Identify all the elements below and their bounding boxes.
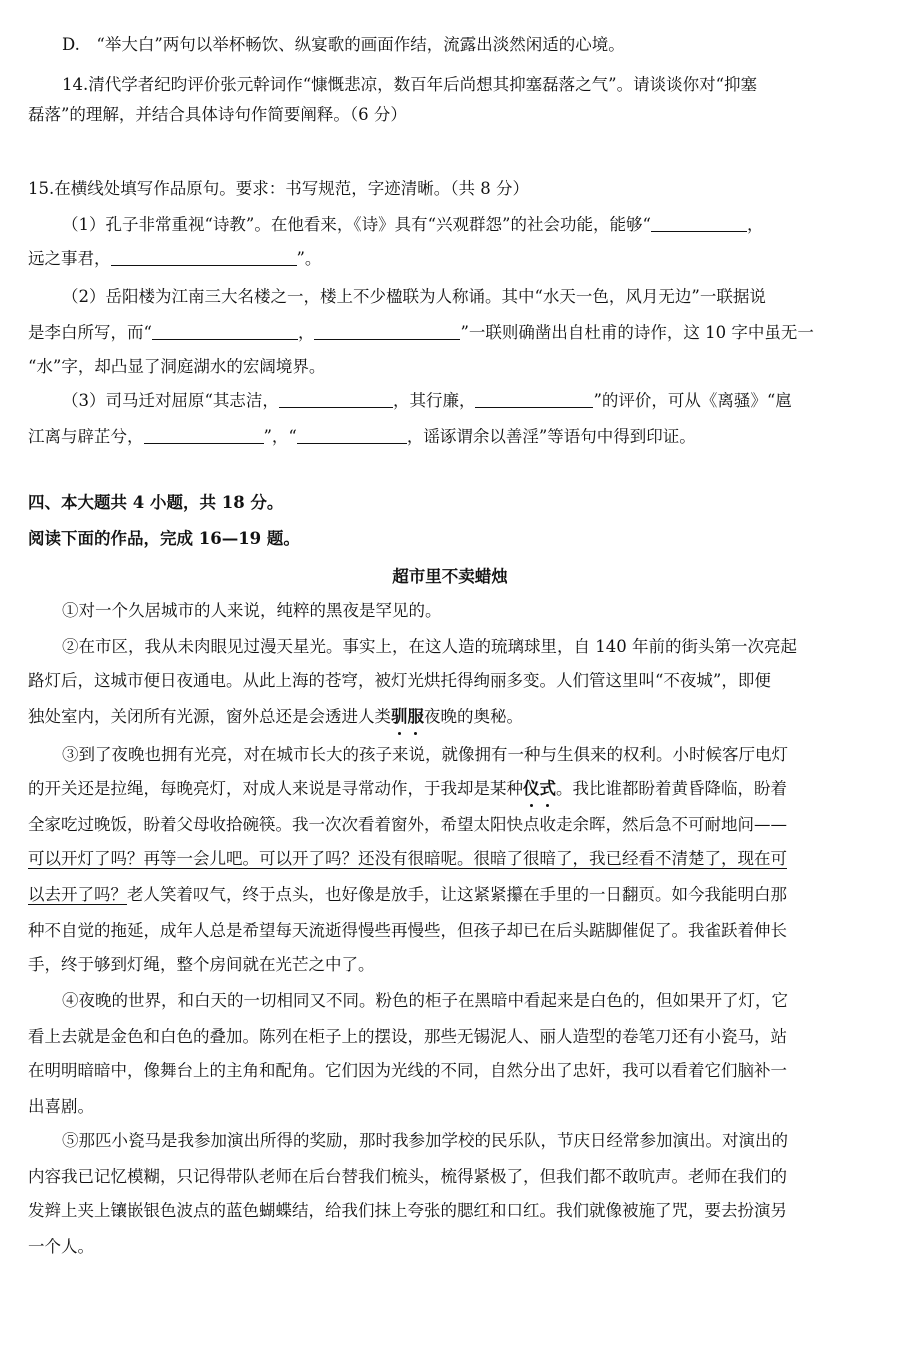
underlined-sentence: 可以开灯了吗？再等一会儿吧。可以开了吗？还没有很暗呢。很暗了很暗了，我已经看不清楚了，现在可 (28, 849, 787, 868)
paragraph-5-line-2: 内容我已记忆模糊，只记得带队老师在后台替我们梳头，梳得紧极了，但我们都不敢吭声。老师在我们的 (28, 1167, 787, 1186)
underlined-sentence-end: 以去开了吗？ (28, 885, 127, 904)
paragraph-4-line-1: ④夜晚的世界，和白天的一切相同又不同。粉色的柜子在黑暗中看起来是白色的，但如果开了灯，它 (62, 991, 788, 1010)
paragraph-3-text: 的开关还是拉绳，每晚亮灯，对成人来说是寻常动作，于我却是某种 (28, 779, 523, 798)
q15-item3-text-e: ”，“ (263, 427, 297, 446)
q14-line-2: 磊落”的理解，并结合具体诗句作简要阐释。（6 分） (28, 105, 407, 124)
paragraph-2-line-2: 路灯后，这城市便日夜通电。从此上海的苍穹，被灯光烘托得绚丽多变。人们管这里叫“不夜城”，即便 (28, 671, 771, 690)
q15-item2-text-c: ”一联则确凿出自杜甫的诗作，这 10 字中虽无一 (460, 323, 814, 342)
q15-item1-text-a: （1）孔子非常重视“诗教”。在他看来，《诗》具有“兴观群怨”的社会功能，能够“ (62, 215, 651, 234)
emphasized-char: 驯 (391, 707, 408, 726)
q14-line-1: 14.清代学者纪昀评价张元幹词作“慷慨悲凉，数百年后尚想其抑塞磊落之气”。请谈谈你对“抑塞 (62, 75, 758, 94)
section-4-instruction: 阅读下面的作品，完成 16—19 题。 (28, 529, 300, 548)
q15-item3-line1 (62, 390, 792, 412)
paragraph-3-line-3: 全家吃过晚饭，盼着父母收拾碗筷。我一次次看着窗外，希望太阳快点收走余晖，然后急不可耐地问—— (28, 815, 787, 834)
emphasized-char: 服 (407, 707, 424, 726)
paragraph-2-line-1: ②在市区，我从未肉眼见过漫天星光。事实上，在这人造的琉璃球里，自 140 年前的街头第一次亮起 (62, 637, 797, 656)
q15-item2-line2 (28, 322, 814, 344)
paragraph-2-text-end: 夜晚的奥秘。 (424, 707, 523, 726)
q15-item1-text-d: ”。 (296, 249, 322, 268)
q15-item3-text-f: ，谣诼谓余以善淫”等语句中得到印证。 (406, 427, 696, 446)
paragraph-2-text: 独处室内，关闭所有光源，窗外总还是会透进人类 (28, 707, 391, 726)
paragraph-3-text-end: 。我比谁都盼着黄昏降临，盼着 (556, 779, 787, 798)
paragraph-4-line-2: 看上去就是金色和白色的叠加。陈列在柜子上的摆设，那些无锡泥人、丽人造型的卷笔刀还有小瓷马，站 (28, 1027, 787, 1046)
paragraph-3-line-5 (28, 884, 787, 906)
answer-blank-5[interactable] (279, 391, 393, 408)
q15-item2-line3: “水”字，却凸显了洞庭湖水的宏阔境界。 (28, 357, 326, 376)
q15-item2-text-b: ， (297, 323, 315, 342)
q15-item3-text-c: ”的评价，可从《离骚》“扈 (593, 391, 792, 410)
q15-item2-line1: （2）岳阳楼为江南三大名楼之一，楼上不少楹联为人称诵。其中“水天一色，风月无边”一联据说 (62, 287, 766, 306)
paragraph-3-text: 老人笑着叹气，终于点头，也好像是放手，让这紧紧攥在手里的一日翻页。如今我能明白那 (127, 885, 787, 904)
paragraph-5-line-3: 发辫上夹上镶嵌银色波点的蓝色蝴蝶结，给我们抹上夸张的腮红和口红。我们就像被施了咒，要去扮演另 (28, 1201, 787, 1220)
q15-header: 15.在横线处填写作品原句。要求：书写规范，字迹清晰。（共 8 分） (28, 179, 529, 198)
q15-item1-line1 (62, 214, 763, 236)
answer-blank-7[interactable] (144, 427, 264, 444)
q15-item1-line2 (28, 248, 321, 270)
q15-item1-text-b: ， (746, 215, 764, 234)
q15-item1-text-c: 远之事君， (28, 249, 111, 268)
emphasized-char: 式 (539, 779, 556, 798)
answer-blank-4[interactable] (314, 323, 460, 340)
paragraph-4-line-3: 在明明暗暗中，像舞台上的主角和配角。它们因为光线的不同，自然分出了忠奸，我可以看着它们脑补一 (28, 1061, 787, 1080)
answer-blank-6[interactable] (475, 391, 593, 408)
q15-item3-text-a: （3）司马迁对屈原“其志洁， (62, 391, 279, 410)
paragraph-4-line-4: 出喜剧。 (28, 1097, 94, 1116)
paragraph-3-line-7: 手，终于够到灯绳，整个房间就在光芒之中了。 (28, 955, 375, 974)
paragraph-3-line-2 (28, 778, 787, 800)
paragraph-3-line-1: ③到了夜晚也拥有光亮，对在城市长大的孩子来说，就像拥有一种与生俱来的权利。小时候客厅电灯 (62, 745, 788, 764)
article-title: 超市里不卖蜡烛 (392, 567, 508, 586)
paragraph-5-line-1: ⑤那匹小瓷马是我参加演出所得的奖励，那时我参加学校的民乐队，节庆日经常参加演出。对演出的 (62, 1131, 788, 1150)
emphasized-char: 仪 (523, 779, 540, 798)
q15-item3-text-b: ，其行廉， (392, 391, 476, 410)
answer-blank-1[interactable] (651, 215, 747, 232)
answer-blank-3[interactable] (152, 323, 298, 340)
answer-blank-2[interactable] (111, 249, 297, 266)
paragraph-5-line-4: 一个人。 (28, 1237, 94, 1256)
paragraph-1: ①对一个久居城市的人来说，纯粹的黑夜是罕见的。 (62, 601, 442, 620)
q15-item3-line2 (28, 426, 696, 448)
section-4-header: 四、本大题共 4 小题，共 18 分。 (28, 493, 284, 512)
paragraph-2-line-3 (28, 706, 523, 728)
q15-item2-text-a: 是李白所写，而“ (28, 323, 152, 342)
q13-option-d: D. “举大白”两句以举杯畅饮、纵宴歌的画面作结，流露出淡然闲适的心境。 (62, 35, 625, 54)
answer-blank-8[interactable] (297, 427, 407, 444)
paragraph-3-line-6: 种不自觉的拖延，成年人总是希望每天流逝得慢些再慢些，但孩子却已在后头踮脚催促了。我雀跃着伸长 (28, 921, 787, 940)
q15-item3-text-d: 江离与辟芷兮， (28, 427, 144, 446)
